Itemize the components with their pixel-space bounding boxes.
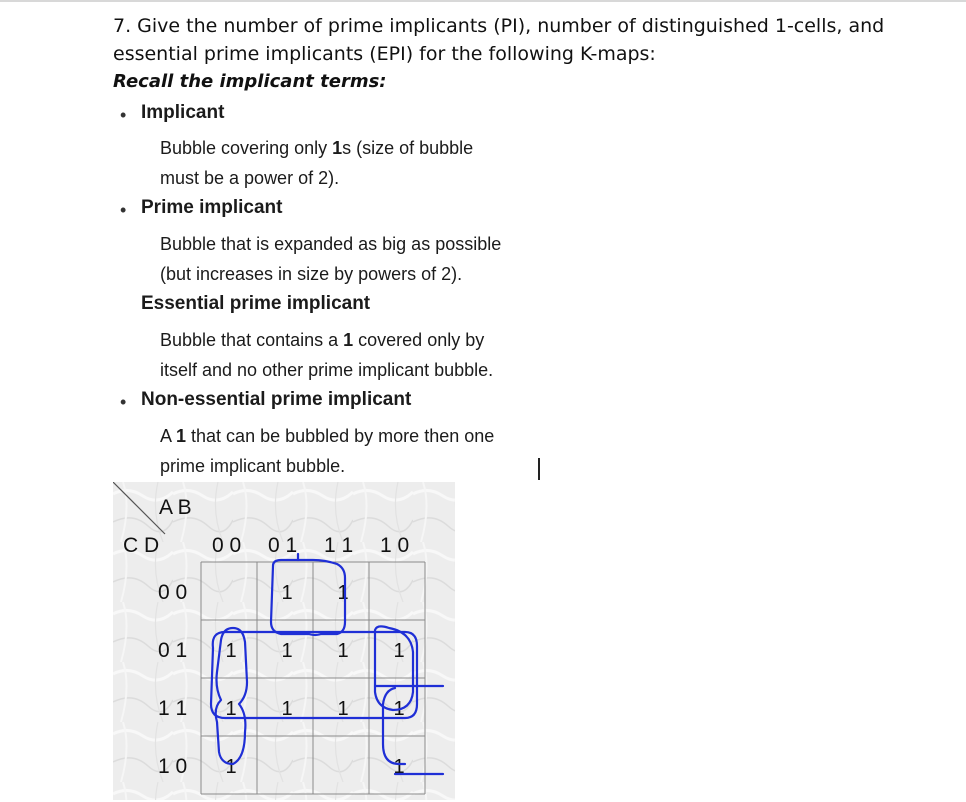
kmap-figure [113,482,455,800]
term-essential-desc-line-1 [160,325,493,355]
term-prime-desc [160,229,501,289]
desc-text: s (size of bubble [342,138,474,158]
term-essential-desc [160,325,493,385]
kmap-cell-value: 1 [225,756,237,778]
desc-text: Bubble covering only [160,138,333,158]
desc-text: Bubble that contains a [160,330,344,350]
bullet-prime: • [120,200,127,220]
kmap-top-label: 1 0 [380,534,410,557]
recall-heading: Recall the implicant terms: [113,71,387,92]
kmap-top-label: 0 1 [268,534,298,557]
desc-bold: 1 [343,330,354,350]
kmap-col-variable: C D [123,534,160,557]
kmap-side-label: 0 1 [158,639,188,662]
kmap-cell-value: 1 [393,698,405,720]
desc-bold: 1 [176,426,187,446]
desc-text: that can be bubbled by more then one [186,426,495,446]
kmap-cell-value: 1 [393,640,405,662]
question-line-2: essential prime implicants (EPI) for the following K-maps: [113,43,656,65]
kmap-svg [113,482,455,800]
term-essential-desc-line-2: itself and no other prime implicant bubble. [160,360,494,380]
kmap-cell-value: 1 [337,640,349,662]
kmap-cell-value: 1 [337,698,349,720]
text-cursor [538,458,540,480]
kmap-cell-value: 1 [281,640,293,662]
term-non-essential-desc [160,421,494,481]
kmap-cell-value: 1 [225,698,237,720]
kmap-cell-value: 1 [337,582,349,604]
term-implicant-desc-line-1 [160,133,473,163]
term-implicant-desc [160,133,473,193]
question-line-1: 7. Give the number of prime implicants (PI), number of distinguished 1-cells, and [113,15,885,37]
term-prime-desc-line-1: Bubble that is expanded as big as possible [160,234,502,254]
kmap-cell-value: 1 [225,640,237,662]
bullet-non-essential: • [120,392,127,412]
desc-text: A [160,426,177,446]
kmap-side-label: 0 0 [158,581,188,604]
term-implicant-desc-line-2: must be a power of 2). [160,168,340,188]
term-non-essential-desc-line-1 [160,421,494,451]
kmap-top-label: 1 1 [324,534,354,557]
kmap-side-label: 1 1 [158,697,188,720]
question-text [113,12,933,68]
term-prime-desc-line-2: (but increases in size by powers of 2). [160,264,463,284]
desc-bold: 1 [332,138,343,158]
term-non-essential-title: Non-essential prime implicant [141,389,412,410]
kmap-side-label: 1 0 [158,755,188,778]
desc-text: covered only by [353,330,485,350]
bullet-implicant: • [120,105,127,125]
kmap-cell-value: 1 [281,582,293,604]
term-implicant-title: Implicant [141,102,225,123]
term-essential-title: Essential prime implicant [141,293,371,314]
kmap-top-label: 0 0 [212,534,242,557]
kmap-cell-value: 1 [393,756,405,778]
kmap-row-variable: A B [159,496,192,519]
term-prime-title: Prime implicant [141,197,283,218]
kmap-cell-value: 1 [281,698,293,720]
term-non-essential-desc-line-2: prime implicant bubble. [160,456,346,476]
page-top-rule [0,0,966,2]
